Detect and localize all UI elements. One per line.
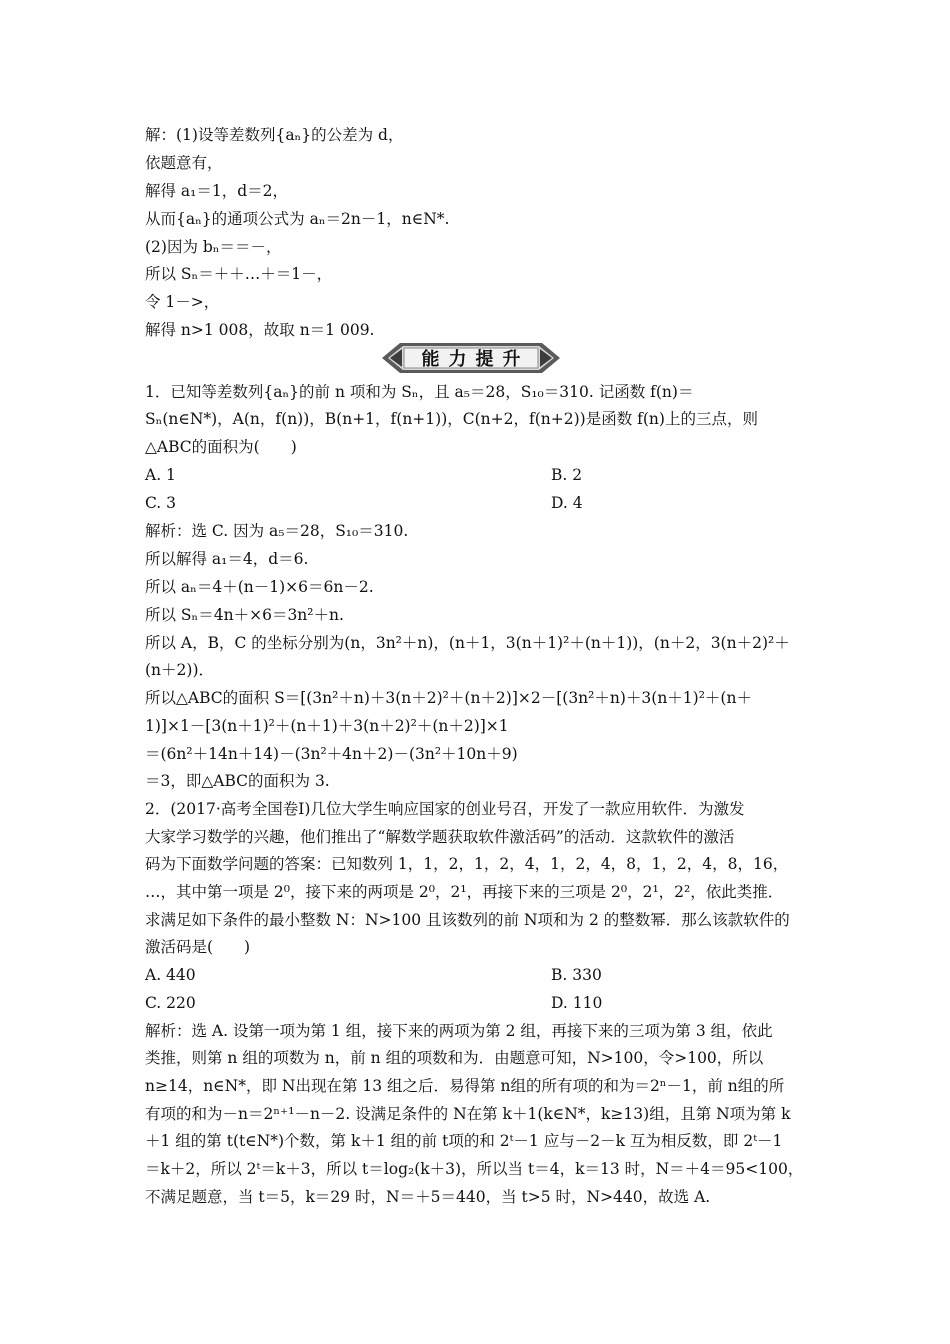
q1-option-b: B. 2 — [551, 466, 583, 484]
prev-solution-line: (2)因为 bₙ＝＝－， — [145, 238, 282, 256]
q1-option-d: D. 4 — [551, 494, 583, 512]
q2-stem-line: 求满足如下条件的最小整数 N：N>100 且该数列的前 N项和为 2 的整数幂．那么该款软件的 — [145, 911, 790, 929]
q1-solution-line: (n＋2))． — [145, 661, 214, 679]
prev-solution-line: 解：(1)设等差数列{aₙ}的公差为 d， — [145, 126, 404, 144]
q2-stem-line: 大家学习数学的兴趣，他们推出了“解数学题获取软件激活码”的活动．这款软件的激活 — [145, 828, 735, 846]
q2-solution-line: 类推，则第 n 组的项数为 n，前 n 组的项数和为．由题意可知，N>100，令>100，所以 — [145, 1049, 764, 1067]
q2-option-b: B. 330 — [551, 966, 602, 984]
section-banner — [382, 341, 560, 375]
q2-option-d: D. 110 — [551, 994, 603, 1012]
prev-solution-line: 解得 a₁＝1，d＝2， — [145, 182, 289, 200]
q2-solution-line: ＋1 组的第 t(t∈N*)个数，第 k＋1 组的前 t项的和 2ᵗ－1 应与－2－k 互为相反数，即 2ᵗ－1 — [145, 1132, 783, 1150]
q2-solution-line: n≥14，n∈N*，即 N出现在第 13 组之后．易得第 n组的所有项的和为＝2ⁿ－1，前 n组的所 — [145, 1077, 785, 1095]
q1-solution-line: 1)]×1－[3(n＋1)²＋(n＋1)＋3(n＋2)²＋(n＋2)]×1 — [145, 717, 509, 735]
q2-solution-line: 有项的和为－n＝2ⁿ⁺¹－n－2. 设满足条件的 N在第 k＋1(k∈N*，k≥13)组，且第 N项为第 k — [145, 1105, 791, 1123]
q1-stem-line: △ABC的面积为( ) — [145, 438, 297, 456]
q1-solution-line: 所以 A，B，C 的坐标分别为(n，3n²＋n)，(n＋1，3(n＋1)²＋(n＋1))，(n＋2，3(n＋2)²＋ — [145, 634, 790, 652]
prev-solution-line: 依题意有， — [145, 154, 223, 172]
q1-stem-line: Sₙ(n∈N*)，A(n，f(n))，B(n+1，f(n+1))，C(n+2，f(n+2))是函数 f(n)上的三点，则 — [145, 410, 758, 428]
q1-solution-line: ＝(6n²＋14n＋14)－(3n²＋4n＋2)－(3n²＋10n＋9) — [145, 745, 518, 763]
q1-option-c: C. 3 — [145, 494, 177, 512]
q1-solution-line: 所以解得 a₁＝4，d＝6. — [145, 550, 309, 568]
q1-solution-line: 解析：选 C. 因为 a₅＝28，S₁₀＝310. — [145, 522, 409, 540]
q2-solution-line: ＝k＋2，所以 2ᵗ＝k＋3，所以 t＝log₂(k＋3)，所以当 t＝4，k＝13 时，N＝＋4＝95<100， — [145, 1160, 804, 1178]
q2-stem-line: 码为下面数学问题的答案：已知数列 1，1，2，1，2，4，1，2，4，8，1，2，4，8，16， — [145, 855, 789, 873]
q2-solution-line: 不满足题意，当 t＝5，k＝29 时，N＝＋5＝440，当 t>5 时，N>440，故选 A. — [145, 1188, 711, 1206]
prev-solution-line: 令 1－>， — [145, 293, 220, 311]
q2-option-a: A. 440 — [145, 966, 196, 984]
q1-solution-line: 所以 aₙ＝4＋(n－1)×6＝6n－2. — [145, 578, 374, 596]
q2-stem-line: 激活码是( ) — [145, 938, 251, 956]
q1-solution-line: 所以 Sₙ＝4n＋×6＝3n²＋n. — [145, 606, 344, 624]
prev-solution-line: 解得 n>1 008，故取 n＝1 009. — [145, 321, 375, 339]
prev-solution-line: 所以 Sₙ＝＋＋…＋＝1－， — [145, 265, 333, 283]
q2-stem-line: …，其中第一项是 2⁰，接下来的两项是 2⁰，2¹，再接下来的三项是 2⁰，2¹，2²，依此类推． — [145, 883, 784, 901]
q2-solution-line: 解析：选 A. 设第一项为第 1 组，接下来的两项为第 2 组，再接下来的三项为第 3 组，依此 — [145, 1022, 773, 1040]
q1-option-a: A. 1 — [145, 466, 176, 484]
q2-option-c: C. 220 — [145, 994, 196, 1012]
q2-stem-line: 2．(2017·高考全国卷Ⅰ)几位大学生响应国家的创业号召，开发了一款应用软件．为激发 — [145, 800, 745, 818]
section-title: 能力提升 — [421, 349, 530, 370]
q1-solution-line: 所以△ABC的面积 S＝[(3n²＋n)＋3(n＋2)²＋(n＋2)]×2－[(3n²＋n)＋3(n＋1)²＋(n＋ — [145, 689, 752, 707]
q1-solution-line: ＝3，即△ABC的面积为 3. — [145, 772, 330, 790]
prev-solution-line: 从而{aₙ}的通项公式为 aₙ＝2n－1，n∈N*. — [145, 210, 450, 228]
q1-stem-line: 1．已知等差数列{aₙ}的前 n 项和为 Sₙ，且 a₅＝28，S₁₀＝310. 记函数 f(n)＝ — [145, 383, 694, 401]
